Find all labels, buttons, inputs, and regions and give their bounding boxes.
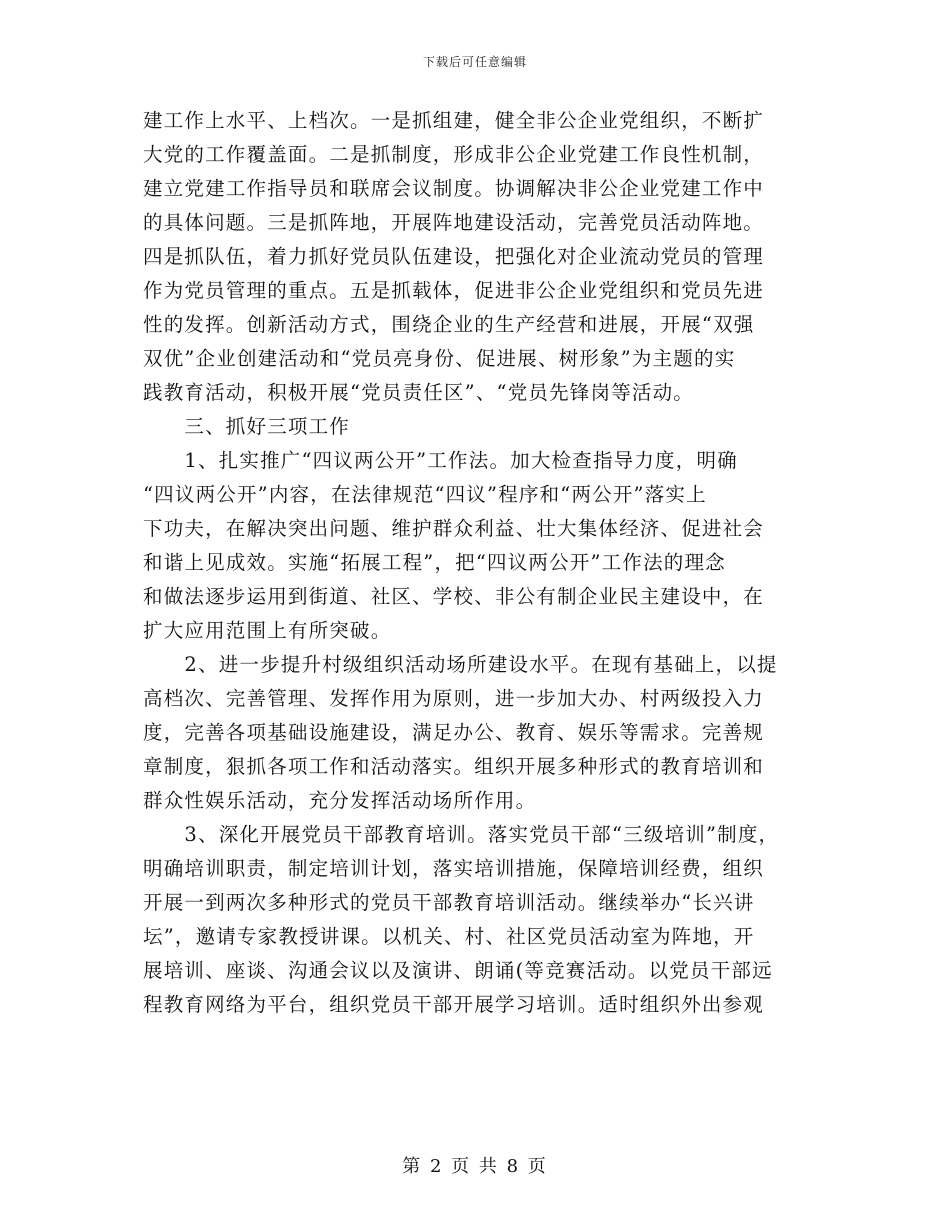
text-line: 四是抓队伍，着力抓好党员队伍建设，把强化对企业流动党员的管理 — [143, 245, 765, 268]
text-line: 和做法逐步运用到街道、社区、学校、非公有制企业民主建设中，在 — [143, 585, 765, 608]
section-heading: 三、抓好三项工作 — [143, 415, 351, 438]
text-line: 展培训、座谈、沟通会议以及演讲、朗诵(等竞赛活动。以党员干部远 — [143, 959, 773, 982]
text-line: 章制度，狠抓各项工作和活动落实。组织开展多种形式的教育培训和 — [143, 755, 765, 778]
text-line: 坛”，邀请专家教授讲课。以机关、村、社区党员活动室为阵地，开 — [143, 925, 755, 948]
text-line: 大党的工作覆盖面。二是抓制度，形成非公企业党建工作良性机制， — [143, 143, 765, 166]
text-line: 群众性娱乐活动，充分发挥活动场所作用。 — [143, 789, 537, 812]
page-footer: 第 2 页 共 8 页 — [402, 1156, 548, 1177]
page-header: 下载后可任意编辑 — [422, 55, 527, 69]
text-line: 建立党建工作指导员和联席会议制度。协调解决非公企业党建工作中 — [143, 177, 765, 200]
text-line: 践教育活动，积极开展“党员责任区”、“党员先锋岗等活动。 — [143, 381, 695, 404]
text-line: 的具体问题。三是抓阵地，开展阵地建设活动，完善党员活动阵地。 — [143, 211, 765, 234]
text-line: 程教育网络为平台，组织党员干部开展学习培训。适时组织外出参观 — [143, 993, 765, 1016]
text-line: 和谐上见成效。实施“拓展工程”，把“四议两公开”工作法的理念 — [143, 551, 726, 574]
text-line: 高档次、完善管理、发挥作用为原则，进一步加大办、村两级投入力 — [143, 687, 765, 710]
text-line: 扩大应用范围上有所突破。 — [143, 619, 392, 642]
document-body — [143, 104, 803, 1022]
text-line: “四议两公开”内容，在法律规范“四议”程序和“两公开”落实上 — [143, 483, 707, 506]
text-line: 开展一到两次多种形式的党员干部教育培训活动。继续举办“长兴讲 — [143, 891, 755, 914]
text-line: 建工作上水平、上档次。一是抓组建，健全非公企业党组织，不断扩 — [143, 109, 765, 132]
text-line: 2、进一步提升村级组织活动场所建设水平。在现有基础上，以提 — [143, 653, 778, 676]
text-line: 双优”企业创建活动和“党员亮身份、促进展、树形象”为主题的实 — [143, 347, 736, 370]
text-line: 度，完善各项基础设施建设，满足办公、教育、娱乐等需求。完善规 — [143, 721, 765, 744]
text-line: 作为党员管理的重点。五是抓载体，促进非公企业党组织和党员先进 — [143, 279, 765, 302]
text-line: 性的发挥。创新活动方式，围绕企业的生产经营和进展，开展“双强 — [143, 313, 755, 336]
text-line: 明确培训职责，制定培训计划，落实培训措施，保障培训经费，组织 — [143, 857, 765, 880]
text-line: 下功夫，在解决突出问题、维护群众利益、壮大集体经济、促进社会 — [143, 517, 765, 540]
text-line: 1、扎实推广“四议两公开”工作法。加大检查指导力度，明确 — [143, 449, 738, 472]
text-line: 3、深化开展党员干部教育培训。落实党员干部“三级培训”制度， — [143, 823, 780, 846]
